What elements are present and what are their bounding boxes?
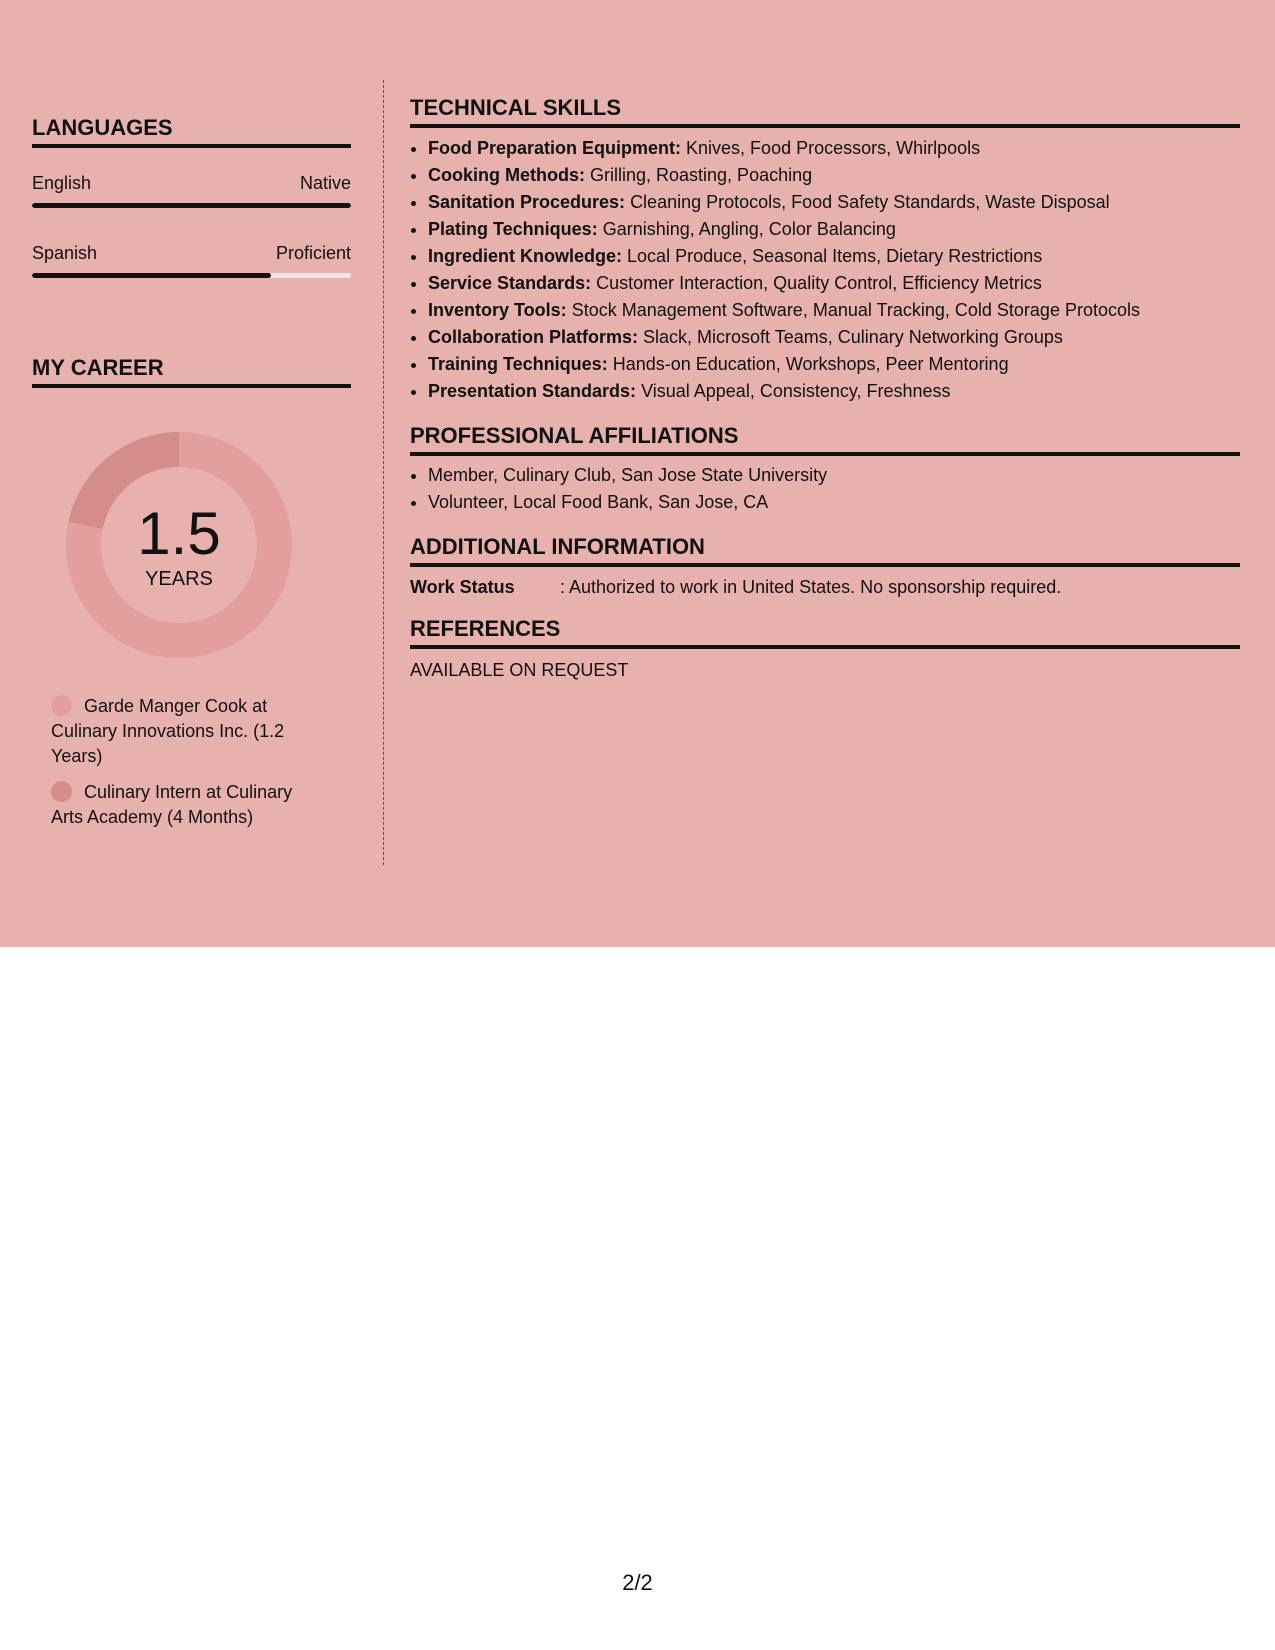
skill-label: Collaboration Platforms: xyxy=(428,327,639,347)
career-total-years: 1.5 xyxy=(137,500,221,567)
skill-value: Knives, Food Processors, Whirlpools xyxy=(686,138,981,158)
work-status-label: Work Status xyxy=(410,577,515,597)
skill-label: Service Standards: xyxy=(428,273,592,293)
work-status-row xyxy=(410,576,1240,598)
skill-value: Slack, Microsoft Teams, Culinary Networking Groups xyxy=(643,327,1063,347)
affiliations-list xyxy=(410,462,1258,516)
career-legend-item xyxy=(51,694,321,769)
career-legend-label: Garde Manger Cook at Culinary Innovations Inc. (1.2 Years) xyxy=(51,696,285,766)
language-bar-spanish xyxy=(32,273,351,278)
technical-skills-list xyxy=(410,135,1258,405)
list-item xyxy=(428,135,1258,162)
career-total-unit: YEARS xyxy=(145,568,213,590)
language-row-english xyxy=(32,172,351,194)
skill-label: Plating Techniques: xyxy=(428,219,598,239)
skill-value: Garnishing, Angling, Color Balancing xyxy=(602,219,896,239)
skill-value: Stock Management Software, Manual Tracking, Cold Storage Protocols xyxy=(571,300,1140,320)
list-item: • Member, Culinary Club, San Jose State University xyxy=(428,462,1258,489)
language-row-spanish xyxy=(32,242,351,264)
skill-label: Food Preparation Equipment: xyxy=(428,138,682,158)
skill-label: Sanitation Procedures: xyxy=(428,192,626,212)
list-item: • Volunteer, Local Food Bank, San Jose, CA xyxy=(428,489,1258,516)
skill-value: Hands-on Education, Workshops, Peer Mentoring xyxy=(612,354,1009,374)
work-status-value: : Authorized to work in United States. No sponsorship required. xyxy=(560,577,1062,597)
list-item xyxy=(428,162,1258,189)
language-level: Native xyxy=(299,173,351,193)
career-heading: MY CAREER xyxy=(32,354,351,388)
language-name: English xyxy=(32,173,92,193)
list-item xyxy=(428,243,1258,270)
page-number: 2/2 xyxy=(622,1570,653,1595)
language-bar-english xyxy=(32,203,351,208)
list-item xyxy=(428,351,1258,378)
list-item xyxy=(428,270,1258,297)
career-legend-label: Culinary Intern at Culinary Arts Academy (4 Months) xyxy=(51,782,293,827)
career-legend-item xyxy=(51,780,321,830)
language-bar-fill xyxy=(32,203,351,208)
list-item xyxy=(428,378,1258,405)
skill-value: Visual Appeal, Consistency, Freshness xyxy=(641,381,951,401)
language-bar-fill xyxy=(32,273,271,278)
skill-label: Ingredient Knowledge: xyxy=(428,246,623,266)
skill-label: Inventory Tools: xyxy=(428,300,567,320)
skill-value: Local Produce, Seasonal Items, Dietary Restrictions xyxy=(627,246,1043,266)
list-item xyxy=(428,189,1258,216)
legend-dot-icon xyxy=(51,695,72,716)
list-item xyxy=(428,216,1258,243)
references-heading: REFERENCES xyxy=(410,615,1240,649)
skill-value: Customer Interaction, Quality Control, Efficiency Metrics xyxy=(596,273,1042,293)
languages-heading: LANGUAGES xyxy=(32,114,351,148)
technical-skills-heading: TECHNICAL SKILLS xyxy=(410,94,1240,128)
skill-value: Cleaning Protocols, Food Safety Standards, Waste Disposal xyxy=(630,192,1110,212)
skill-value: Grilling, Roasting, Poaching xyxy=(590,165,813,185)
skill-label: Training Techniques: xyxy=(428,354,608,374)
legend-dot-icon xyxy=(51,781,72,802)
list-item xyxy=(428,324,1258,351)
career-donut xyxy=(66,432,292,658)
language-level: Proficient xyxy=(275,243,351,263)
list-item xyxy=(428,297,1258,324)
skill-label: Cooking Methods: xyxy=(428,165,585,185)
skill-label: Presentation Standards: xyxy=(428,381,637,401)
additional-info-heading: ADDITIONAL INFORMATION xyxy=(410,533,1240,567)
language-name: Spanish xyxy=(32,243,98,263)
affiliations-heading: PROFESSIONAL AFFILIATIONS xyxy=(410,422,1240,456)
references-text: AVAILABLE ON REQUEST xyxy=(410,660,629,680)
column-divider xyxy=(383,80,384,865)
